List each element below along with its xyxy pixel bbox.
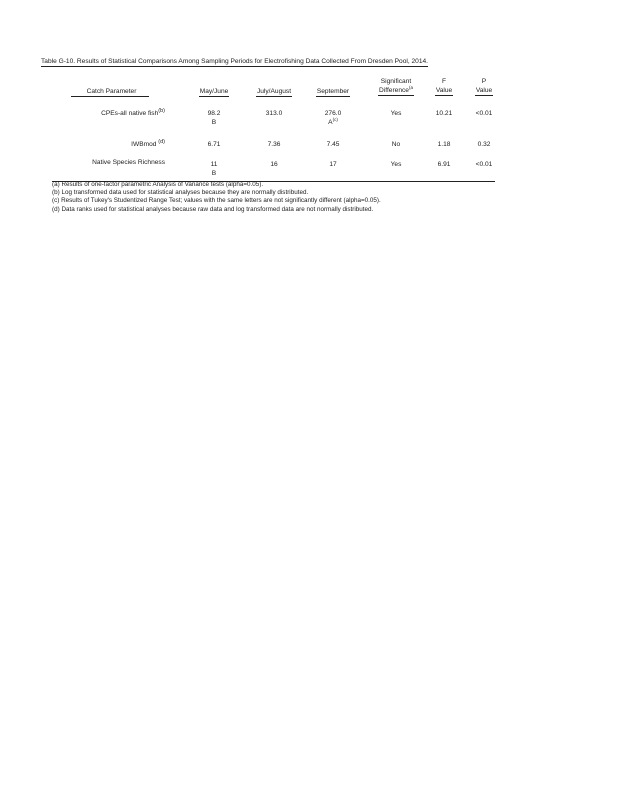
row-cpes-sep-value: 276.0: [324, 110, 342, 117]
header-p-line1: P: [481, 78, 487, 85]
row-cpes-sep: [311, 109, 355, 127]
footnote-c: (c) Results of Tukey's Studentized Range Test; values with the same letters are not significantly different (alpha=0.05).: [52, 197, 381, 205]
footnote-a: (a) Results of one-factor parametric Analysis of Variance tests (alpha=0.05).: [52, 181, 264, 188]
row-iwbmod-p: 0.32: [477, 141, 491, 148]
row-richness-sig: Yes: [390, 161, 402, 168]
footnote-b: (b) Log transformed data used for statistical analyses because they are normally distributed.: [52, 189, 309, 197]
header-significant-difference: [368, 77, 424, 96]
row-iwbmod-may: 6.71: [207, 141, 221, 148]
header-difference-line2: Difference: [379, 87, 409, 94]
row-iwbmod-sig: No: [391, 141, 401, 148]
header-catch-parameter-label: Catch Parameter: [71, 87, 150, 97]
row-iwbmod-f: 1.18: [437, 141, 451, 148]
row-iwbmod-jul: 7.36: [267, 141, 281, 148]
row-cpes-may-letter: B: [211, 119, 217, 126]
row-cpes-may-value: 98.2: [207, 110, 221, 117]
header-july-august-label: July/August: [256, 88, 292, 95]
row-richness-may-value: 11: [210, 161, 218, 168]
header-difference-sup: (a: [408, 84, 413, 90]
row-iwbmod-param-text: IWBmod: [131, 141, 157, 149]
row-cpes-sep-letter: A: [328, 119, 333, 126]
header-july-august: [251, 87, 297, 97]
header-may-june: [193, 87, 235, 97]
row-cpes-param: [40, 107, 165, 118]
header-f-value: [430, 77, 458, 96]
row-richness-p: <0.01: [475, 161, 493, 168]
header-f-line2: Value: [435, 87, 453, 94]
header-catch-parameter: [60, 87, 160, 97]
header-difference-wrap: [378, 86, 414, 96]
row-richness-f: 6.91: [437, 161, 451, 168]
row-richness-param: Native Species Richness: [92, 159, 165, 166]
header-significant-line1: Significant: [380, 78, 412, 85]
row-cpes-param-sup: (b): [158, 108, 165, 114]
footnote-d: (d) Data ranks used for statistical analyses because raw data and log transformed data are not normally distributed.: [52, 205, 374, 213]
row-iwbmod-sep: 7.45: [326, 141, 340, 148]
row-cpes-param-text: CPEs-all native fish: [101, 110, 159, 118]
header-p-value: [470, 77, 498, 96]
row-iwbmod-param-sup: (d): [158, 139, 165, 145]
table-footnotes: [52, 181, 381, 214]
row-richness-sep: 17: [329, 161, 337, 168]
header-may-june-label: May/June: [199, 88, 229, 95]
row-cpes-sep-sup: (c): [332, 116, 338, 122]
row-cpes-may: [193, 109, 235, 127]
header-p-line2: Value: [475, 87, 493, 94]
row-richness-may: [193, 160, 235, 178]
row-richness-may-letter: B: [211, 170, 217, 177]
header-september: [311, 87, 355, 97]
row-cpes-jul-value: 313.0: [265, 110, 283, 117]
header-f-line1: F: [441, 78, 447, 85]
row-iwbmod-param: [40, 138, 165, 149]
row-richness-jul: 16: [270, 161, 278, 168]
row-cpes-f: 10.21: [435, 110, 453, 117]
row-cpes-p: <0.01: [475, 110, 493, 117]
header-september-label: September: [316, 88, 350, 95]
table-caption: Table G-10. Results of Statistical Comparisons Among Sampling Periods for Electrofishing Data Collected From Dresden Pool, 2014.: [41, 58, 429, 65]
row-cpes-jul: [251, 109, 297, 118]
row-cpes-sig: Yes: [390, 110, 402, 117]
